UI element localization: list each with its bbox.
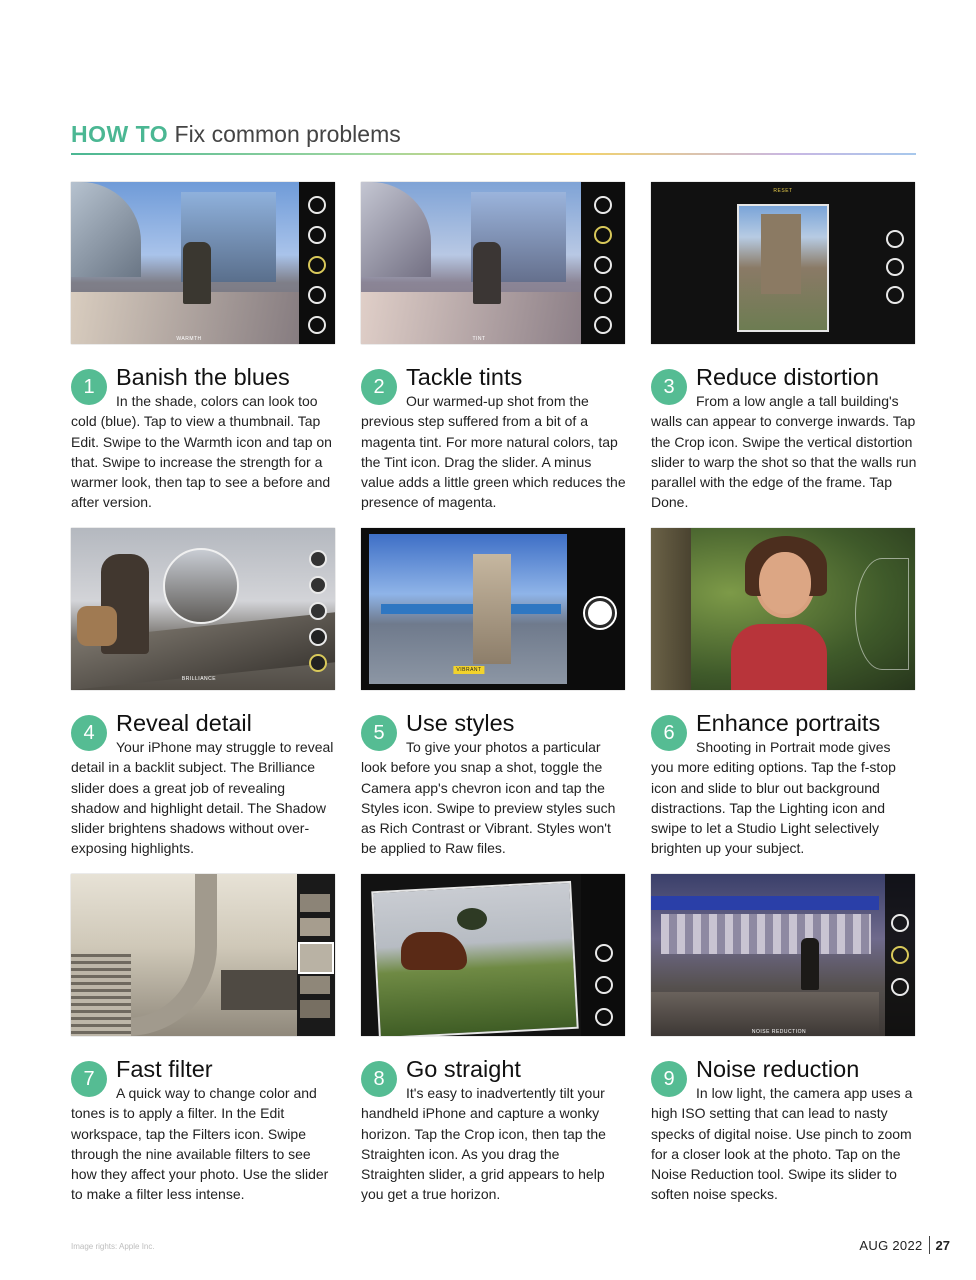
tip-1-number: 1 [71, 369, 107, 405]
edit-sidebar [581, 182, 625, 344]
tip-2-tag: TINT [472, 336, 486, 342]
issue-date: AUG 2022 [859, 1237, 923, 1253]
tip-3-photo [651, 182, 915, 344]
header-rule [71, 153, 916, 155]
tip-7-number: 7 [71, 1061, 107, 1097]
tip-6-number: 6 [651, 715, 687, 751]
tip-3 [651, 182, 917, 513]
tip-8-text: It's easy to inadvertently tilt your handheld iPhone and capture a wonky horizon. Tap the Crop icon, then tap the Straighten icon. As you drag the Straighten slider, a grid appears to help you get a true horizon. [361, 1085, 606, 1203]
edit-sidebar [875, 182, 915, 344]
tip-8 [361, 874, 627, 1205]
tip-9-number: 9 [651, 1061, 687, 1097]
tip-7-photo [71, 874, 335, 1036]
tip-9-text: In low light, the camera app uses a high ISO setting that can lead to nasty specks of digital noise. Use pinch to zoom for a closer look at the photo. Tap on the Noise Reduction tool. Swipe its slider to soften noise specks. [651, 1085, 913, 1203]
tip-1-text: In the shade, colors can look too cold (blue). Tap to view a thumbnail. Tap Edit. Swipe to the Warmth icon and tap on that. Swipe to increase the strength for a warmer look, then tap to see a before and after version. [71, 393, 332, 511]
tip-8-title: Go straight [406, 1056, 521, 1082]
tip-2 [361, 182, 627, 513]
edit-sidebar [885, 874, 915, 1036]
edit-sidebar [299, 182, 335, 344]
tip-2-number: 2 [361, 369, 397, 405]
tip-9-photo [651, 874, 915, 1036]
image-credit: Image rights: Apple Inc. [71, 1242, 155, 1251]
tip-3-title: Reduce distortion [696, 364, 879, 390]
page-number: 27 [935, 1237, 950, 1253]
tip-7-text: A quick way to change color and tones is to apply a filter. In the Edit workspace, tap the Filters icon. Swipe through the nine available filters to see how they affect your photo. Use the slider to make a filter less intense. [71, 1085, 329, 1203]
tip-6-photo [651, 528, 915, 690]
page-footer [859, 1236, 950, 1254]
tip-4-text: Your iPhone may struggle to reveal detail in a backlit subject. The Brilliance slider does a great job of revealing shadow and highlight detail. The Shadow slider brightens shadows without over-exposing highlights. [71, 739, 334, 857]
tip-3-tag: RESET [773, 188, 793, 194]
page-header [71, 118, 916, 150]
tip-2-title: Tackle tints [406, 364, 523, 390]
tip-4-tag: BRILLIANCE [181, 676, 217, 682]
edit-sidebar [301, 528, 335, 690]
footer-divider [929, 1236, 930, 1254]
how-to-label: HOW TO [71, 121, 169, 147]
tip-7 [71, 874, 337, 1205]
tip-6-text: Shooting in Portrait mode gives you more editing options. Tap the f-stop icon and slide to blur out background distractions. Tap the Lighting icon and swipe to let a Studio Light selectively brighten up your subject. [651, 739, 896, 857]
tip-3-number: 3 [651, 369, 687, 405]
tip-5-tag: VIBRANT [453, 666, 484, 674]
tip-4-photo [71, 528, 335, 690]
tip-8-number: 8 [361, 1061, 397, 1097]
tip-4-number: 4 [71, 715, 107, 751]
tip-1-tag: WARMTH [176, 336, 202, 342]
page-title: Fix common problems [174, 121, 401, 147]
tip-5-text: To give your photos a particular look before you snap a shot, toggle the Camera app's chevron icon and tap the Styles icon. Swipe to preview styles such as Rich Contrast or Vibrant. Styles won't be applied to Raw files. [361, 739, 616, 857]
edit-sidebar [581, 874, 625, 1036]
tip-6-title: Enhance portraits [696, 710, 881, 736]
tip-9-title: Noise reduction [696, 1056, 860, 1082]
tip-6 [651, 528, 917, 859]
tip-3-text: From a low angle a tall building's walls can appear to converge inwards. Tap the Crop icon. Swipe the vertical distortion slider to warp the shot so that the walls run parallel with the edge of the frame. Tap Done. [651, 393, 917, 511]
tip-7-title: Fast filter [116, 1056, 213, 1082]
edit-sidebar [297, 874, 335, 1036]
tip-8-photo [361, 874, 625, 1036]
tip-5 [361, 528, 627, 859]
tip-9-tag: NOISE REDUCTION [751, 1029, 807, 1035]
tip-1-title: Banish the blues [116, 364, 290, 390]
tip-5-photo [361, 528, 625, 690]
tip-2-text: Our warmed-up shot from the previous step suffered from a bit of a magenta tint. For more natural colors, tap the Tint icon. Drag the slider. A minus value adds a little green which reduces the presence of magenta. [361, 393, 626, 511]
tip-2-photo [361, 182, 625, 344]
tip-4-title: Reveal detail [116, 710, 252, 736]
tip-4 [71, 528, 337, 859]
tip-5-number: 5 [361, 715, 397, 751]
tip-9 [651, 874, 917, 1205]
tip-5-title: Use styles [406, 710, 515, 736]
tip-1 [71, 182, 337, 513]
tip-1-photo [71, 182, 335, 344]
